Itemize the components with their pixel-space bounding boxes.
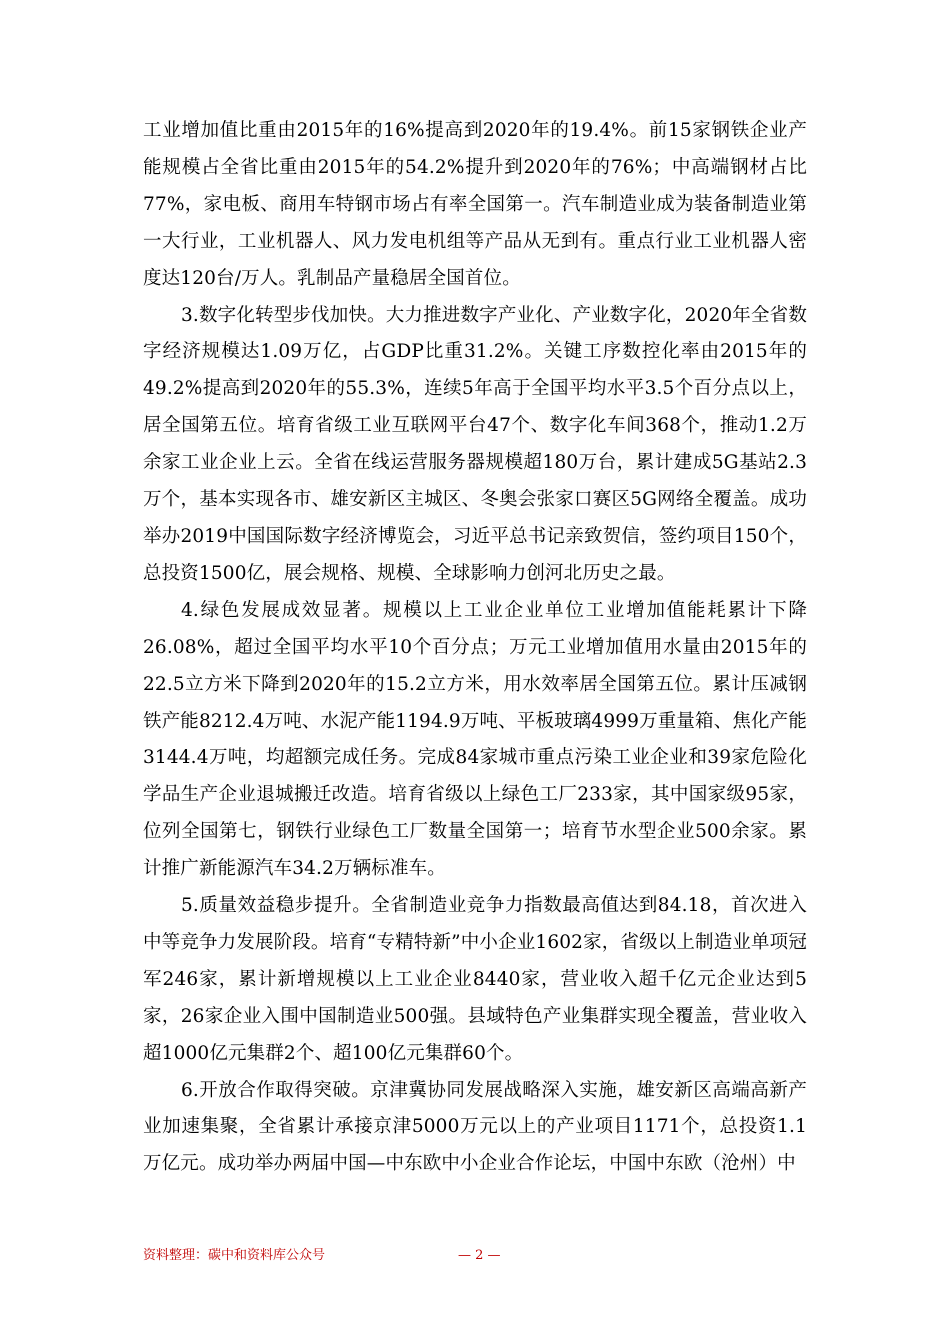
page-number: — 2 — — [458, 1248, 501, 1263]
paragraph-open-cooperation: 6.开放合作取得突破。京津冀协同发展战略深入实施，雄安新区高端高新产业加速集聚，全省累计承接京津5000万元以上的产业项目1171个，总投资1.1万亿元。成功举办两届中国—中东欧中小企业合作论坛，中国中东欧（沧州）中 — [143, 1079, 807, 1175]
paragraph-industry-structure: 工业增加值比重由2015年的16%提高到2020年的19.4%。前15家钢铁企业产能规模占全省比重由2015年的54.2%提升到2020年的76%；中高端钢材占比77%，家电板、商用车特钢市场占有率全国第一。汽车制造业成为装备制造业第一大行业，工业机器人、风力发电机组等产品从无到有。重点行业工业机器人密度达120台/万人。乳制品产量稳居全国首位。 — [143, 120, 807, 289]
page-footer — [143, 1245, 807, 1267]
document-body — [143, 113, 807, 1183]
footer-source-note: 资料整理：碳中和资料库公众号 — [143, 1248, 326, 1263]
paragraph-green-development: 4.绿色发展成效显著。规模以上工业企业单位工业增加值能耗累计下降26.08%，超过全国平均水平10个百分点；万元工业增加值用水量由2015年的22.5立方米下降到2020年的15.2立方米，用水效率居全国第五位。累计压减钢铁产能8212.4万吨、水泥产能1194.9万吨、平板玻璃4999万重量箱、焦化产能3144.4万吨，均超额完成任务。完成84家城市重点污染工业企业和39家危险化学品生产企业退城搬迁改造。培育省级以上绿色工厂233家，其中国家级95家，位列全国第七，钢铁行业绿色工厂数量全国第一；培育节水型企业500余家。累计推广新能源汽车34.2万辆标准车。 — [143, 599, 807, 880]
paragraph-digital-transformation: 3.数字化转型步伐加快。大力推进数字产业化、产业数字化，2020年全省数字经济规模达1.09万亿，占GDP比重31.2%。关键工序数控化率由2015年的49.2%提高到2020年的55.3%，连续5年高于全国平均水平3.5个百分点以上，居全国第五位。培育省级工业互联网平台47个、数字化车间368个，推动1.2万余家工业企业上云。全省在线运营服务器规模超180万台，累计建成5G基站2.3万个，基本实现各市、雄安新区主城区、冬奥会张家口赛区5G网络全覆盖。成功举办2019中国国际数字经济博览会，习近平总书记亲致贺信，签约项目150个，总投资1500亿，展会规格、规模、全球影响力创河北历史之最。 — [143, 304, 807, 584]
paragraph-quality-efficiency: 5.质量效益稳步提升。全省制造业竞争力指数最高值达到84.18，首次进入中等竞争力发展阶段。培育“专精特新”中小企业1602家，省级以上制造业单项冠军246家，累计新增规模以上工业企业8440家，营业收入超千亿元企业达到5家，26家企业入围中国制造业500强。县域特色产业集群实现全覆盖，营业收入超1000亿元集群2个、超100亿元集群60个。 — [143, 895, 807, 1064]
